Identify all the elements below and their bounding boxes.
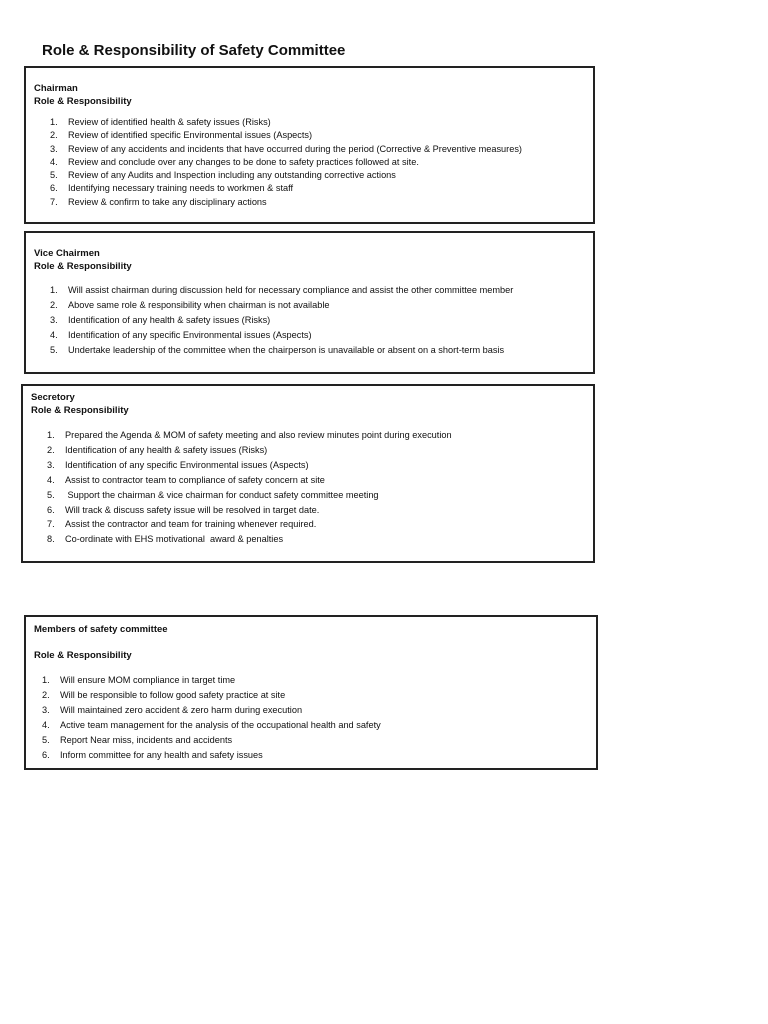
item-text: Will maintained zero accident & zero harm during execution xyxy=(60,705,303,715)
item-text: Will assist chairman during discussion held for necessary compliance and assist the other committee member xyxy=(68,285,514,295)
role-subtitle: Role & Responsibility xyxy=(34,261,132,272)
list-item xyxy=(34,116,593,129)
list-item xyxy=(31,503,593,518)
list-item xyxy=(34,733,596,748)
item-text: Report Near miss, incidents and accidents xyxy=(60,735,233,745)
item-number: 6. xyxy=(42,750,50,760)
item-text: Identification of any specific Environmental issues (Aspects) xyxy=(68,330,312,341)
list-item xyxy=(34,688,596,703)
item-number: 4. xyxy=(42,720,50,730)
item-text: Review of identified specific Environmental issues (Aspects) xyxy=(68,130,313,141)
list-item xyxy=(31,428,593,443)
item-text: Identification of any specific Environmental issues (Aspects) xyxy=(65,459,309,470)
item-number: 5. xyxy=(42,735,50,745)
list-item xyxy=(34,328,593,343)
item-number: 2. xyxy=(47,444,55,455)
list-item xyxy=(34,182,593,195)
item-text: Review of any Audits and Inspection including any outstanding corrective actions xyxy=(68,170,396,181)
role-subtitle: Role & Responsibility xyxy=(31,405,129,416)
list-item xyxy=(31,443,593,458)
item-text: Undertake leadership of the committee when the chairperson is unavailable or absent on a short-term basis xyxy=(68,345,505,356)
item-number: 3. xyxy=(42,705,50,715)
list-item xyxy=(34,156,593,169)
role-subtitle: Role & Responsibility xyxy=(34,96,132,107)
list-item xyxy=(34,283,593,298)
list-item xyxy=(34,143,593,156)
role-title: Vice Chairmen xyxy=(34,248,100,259)
list-item xyxy=(31,517,593,532)
item-text: Above same role & responsibility when chairman is not available xyxy=(68,300,330,311)
item-number: 4. xyxy=(50,156,58,167)
list-item xyxy=(34,343,593,358)
item-number: 5. xyxy=(50,170,58,181)
item-number: 3. xyxy=(47,459,55,470)
list-item xyxy=(34,703,596,718)
item-text: Assist to contractor team to compliance of safety concern at site xyxy=(65,474,325,485)
item-number: 2. xyxy=(50,130,58,141)
role-title: Chairman xyxy=(34,83,78,94)
item-text: Inform committee for any health and safety issues xyxy=(60,750,263,760)
page-title: Role & Responsibility of Safety Committee xyxy=(42,42,346,59)
item-text: Co-ordinate with EHS motivational award & penalties xyxy=(65,534,284,545)
item-text: Will be responsible to follow good safety practice at site xyxy=(60,690,286,700)
item-number: 1. xyxy=(50,285,58,295)
item-number: 1. xyxy=(47,430,55,440)
item-text: Review of identified health & safety issues (Risks) xyxy=(68,117,271,127)
item-number: 7. xyxy=(50,196,58,207)
item-text: Review and conclude over any changes to be done to safety practices followed at site. xyxy=(68,156,419,167)
item-text: Active team management for the analysis of the occupational health and safety xyxy=(60,720,381,730)
list-item xyxy=(31,488,593,503)
responsibility-list xyxy=(34,116,593,209)
item-number: 8. xyxy=(47,534,55,545)
item-text: Review of any accidents and incidents that have occurred during the period (Corrective & Preventive measures) xyxy=(68,143,522,154)
item-text: Will ensure MOM compliance in target time xyxy=(60,675,236,685)
item-number: 1. xyxy=(42,675,50,685)
item-number: 4. xyxy=(50,330,58,341)
list-item xyxy=(31,532,593,547)
item-text: Will track & discuss safety issue will be resolved in target date. xyxy=(65,504,320,515)
role-title: Members of safety committee xyxy=(34,624,168,635)
list-item xyxy=(34,748,596,763)
responsibility-list xyxy=(34,283,593,358)
item-number: 5. xyxy=(50,345,58,356)
item-number: 7. xyxy=(47,519,55,530)
list-item xyxy=(31,458,593,473)
role-title: Secretory xyxy=(31,392,75,403)
item-number: 5. xyxy=(47,489,55,500)
responsibility-list xyxy=(31,428,593,547)
item-number: 3. xyxy=(50,143,58,154)
item-text: Prepared the Agenda & MOM of safety meeting and also review minutes point during execution xyxy=(65,430,452,440)
item-number: 4. xyxy=(47,474,55,485)
chairman-section xyxy=(24,66,595,224)
list-item xyxy=(34,196,593,209)
vice-chairmen-section xyxy=(24,231,595,374)
list-item xyxy=(34,298,593,313)
list-item xyxy=(34,313,593,328)
item-text: Support the chairman & vice chairman for conduct safety committee meeting xyxy=(65,489,379,500)
item-text: Assist the contractor and team for training whenever required. xyxy=(65,519,317,530)
item-number: 1. xyxy=(50,117,58,127)
item-text: Identifying necessary training needs to workmen & staff xyxy=(68,183,294,194)
secretory-section xyxy=(21,384,595,563)
item-number: 6. xyxy=(50,183,58,194)
list-item xyxy=(34,718,596,733)
role-subtitle: Role & Responsibility xyxy=(34,650,132,661)
item-number: 2. xyxy=(50,300,58,311)
item-text: Identification of any health & safety issues (Risks) xyxy=(65,444,268,455)
list-item xyxy=(31,473,593,488)
item-number: 6. xyxy=(47,504,55,515)
list-item xyxy=(34,169,593,182)
item-text: Identification of any health & safety issues (Risks) xyxy=(68,315,271,326)
responsibility-list xyxy=(34,673,596,763)
members-section xyxy=(24,615,598,770)
item-number: 2. xyxy=(42,690,50,700)
list-item xyxy=(34,129,593,142)
list-item xyxy=(34,673,596,688)
item-text: Review & confirm to take any disciplinary actions xyxy=(68,196,267,207)
item-number: 3. xyxy=(50,315,58,326)
